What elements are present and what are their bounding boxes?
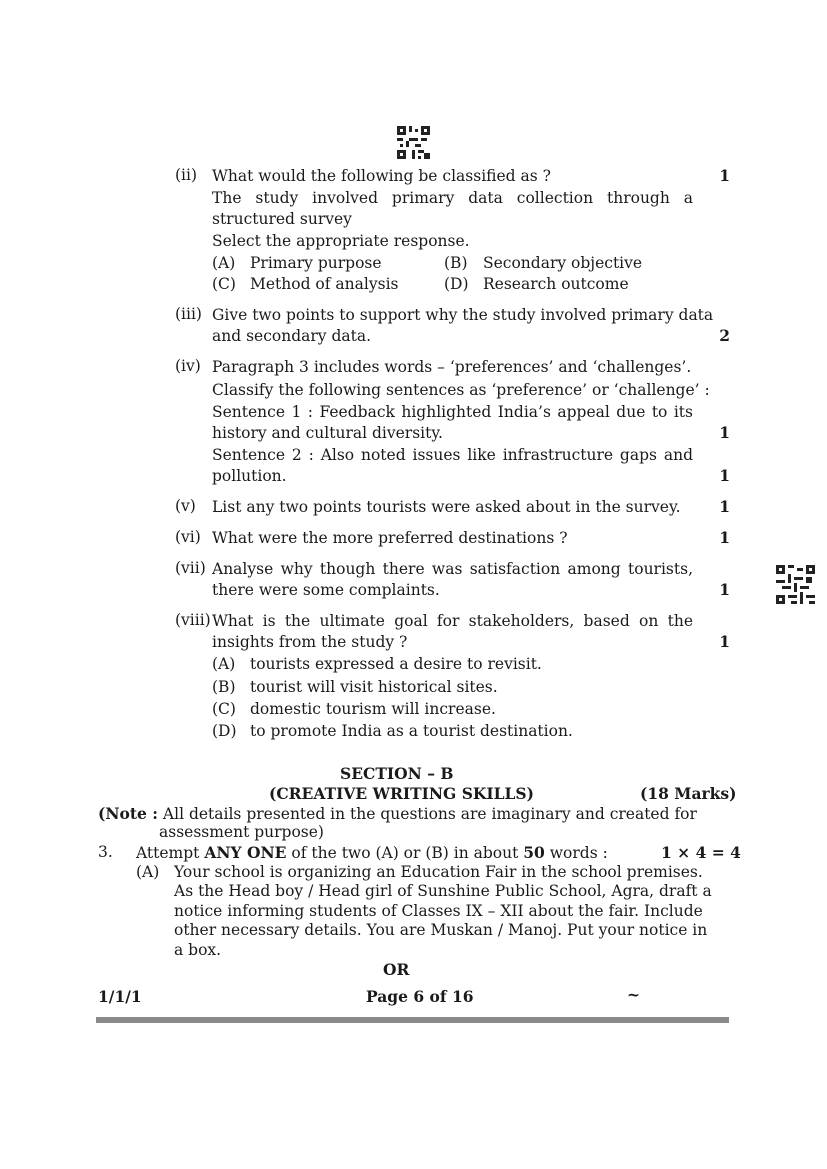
qr-code-top — [397, 126, 430, 159]
option-text: Method of analysis — [250, 275, 399, 293]
option-label: (A) — [136, 863, 160, 881]
question-text: there were some complaints. — [212, 581, 440, 599]
option-label: (A) — [212, 655, 236, 673]
question-text: Sentence 2 : Also noted issues like infrastructure gaps and — [212, 446, 693, 464]
qr-code-side — [776, 565, 815, 604]
section-title: SECTION – B — [340, 764, 454, 783]
question-number-iii: (iii) — [175, 305, 202, 323]
question-number-vi: (vi) — [175, 528, 201, 546]
question-text: other necessary details. You are Muskan / Manoj. Put your notice in — [174, 921, 708, 939]
section-subtitle: (CREATIVE WRITING SKILLS) — [269, 784, 534, 803]
option-label: (B) — [444, 254, 468, 272]
question-number-viii: (viii) — [175, 611, 211, 629]
question-text: Analyse why though there was satisfaction among tourists, — [212, 560, 693, 578]
question-text: Select the appropriate response. — [212, 232, 470, 250]
marks-iii: 2 — [719, 326, 730, 345]
marks-vii: 1 — [719, 580, 730, 599]
question-text: The study involved primary data collection through a — [212, 189, 693, 207]
section-marks: (18 Marks) — [640, 784, 737, 803]
note-text: All details presented in the questions are imaginary and created for — [162, 805, 697, 823]
question-text: pollution. — [212, 467, 287, 485]
q3-word-count: 50 — [523, 843, 545, 862]
question-text: What were the more preferred destinations ? — [212, 529, 568, 547]
marks-ii: 1 — [719, 166, 730, 185]
question-text: history and cultural diversity. — [212, 424, 443, 442]
question-text: What is the ultimate goal for stakeholders, based on the — [212, 612, 693, 630]
option-text: Primary purpose — [250, 254, 382, 272]
question-text: notice informing students of Classes IX – XII about the fair. Include — [174, 902, 703, 920]
option-label: (D) — [212, 722, 237, 740]
question-text: a box. — [174, 941, 222, 959]
question-number-vii: (vii) — [175, 559, 206, 577]
option-label: (C) — [212, 275, 236, 293]
question-text: structured survey — [212, 210, 352, 228]
q3-pre: Attempt — [136, 844, 205, 862]
option-text: Research outcome — [483, 275, 629, 293]
note-text-continued: assessment purpose) — [159, 823, 324, 841]
question-text: Classify the following sentences as ‘preference’ or ‘challenge’ : — [212, 381, 710, 399]
option-label: (D) — [444, 275, 469, 293]
question-text: What would the following be classified as ? — [212, 167, 551, 185]
question-text: Your school is organizing an Education Fair in the school premises. — [174, 863, 703, 881]
question-number-iv: (iv) — [175, 357, 201, 375]
question-number-v: (v) — [175, 497, 196, 515]
option-text: tourist will visit historical sites. — [250, 678, 498, 696]
option-label: (A) — [212, 254, 236, 272]
option-text: Secondary objective — [483, 254, 643, 272]
note-label: (Note : — [98, 804, 158, 823]
option-label: (C) — [212, 700, 236, 718]
q3-emphasis-any-one: ANY ONE — [204, 843, 287, 862]
option-label: (B) — [212, 678, 236, 696]
marks-iv-sentence2: 1 — [719, 466, 730, 485]
footer-symbol: ~ — [627, 985, 640, 1004]
marks-v: 1 — [719, 497, 730, 516]
footer-code: 1/1/1 — [98, 987, 142, 1006]
footer-page-number: Page 6 of 16 — [366, 987, 474, 1006]
q3-mid: of the two (A) or (B) in about — [286, 844, 524, 862]
option-text: domestic tourism will increase. — [250, 700, 496, 718]
question-text: List any two points tourists were asked about in the survey. — [212, 498, 681, 516]
question-number-ii: (ii) — [175, 166, 198, 184]
question-text: insights from the study ? — [212, 633, 408, 651]
question-text: As the Head boy / Head girl of Sunshine Public School, Agra, draft a — [174, 882, 712, 900]
question-text: Paragraph 3 includes words – ‘preferences’ and ‘challenges’. — [212, 358, 692, 376]
option-text: tourists expressed a desire to revisit. — [250, 655, 542, 673]
question-text: Give two points to support why the study involved primary data — [212, 306, 714, 324]
option-text: to promote India as a tourist destination. — [250, 722, 573, 740]
q3-post: words : — [544, 844, 608, 862]
question-text: Sentence 1 : Feedback highlighted India’s appeal due to its — [212, 403, 693, 421]
or-separator: OR — [383, 960, 410, 979]
marks-q3: 1 × 4 = 4 — [661, 843, 741, 862]
footer-rule — [96, 1017, 729, 1023]
marks-viii: 1 — [719, 632, 730, 651]
question-number-3: 3. — [98, 843, 113, 861]
marks-vi: 1 — [719, 528, 730, 547]
marks-iv-sentence1: 1 — [719, 423, 730, 442]
question-text: and secondary data. — [212, 327, 372, 345]
